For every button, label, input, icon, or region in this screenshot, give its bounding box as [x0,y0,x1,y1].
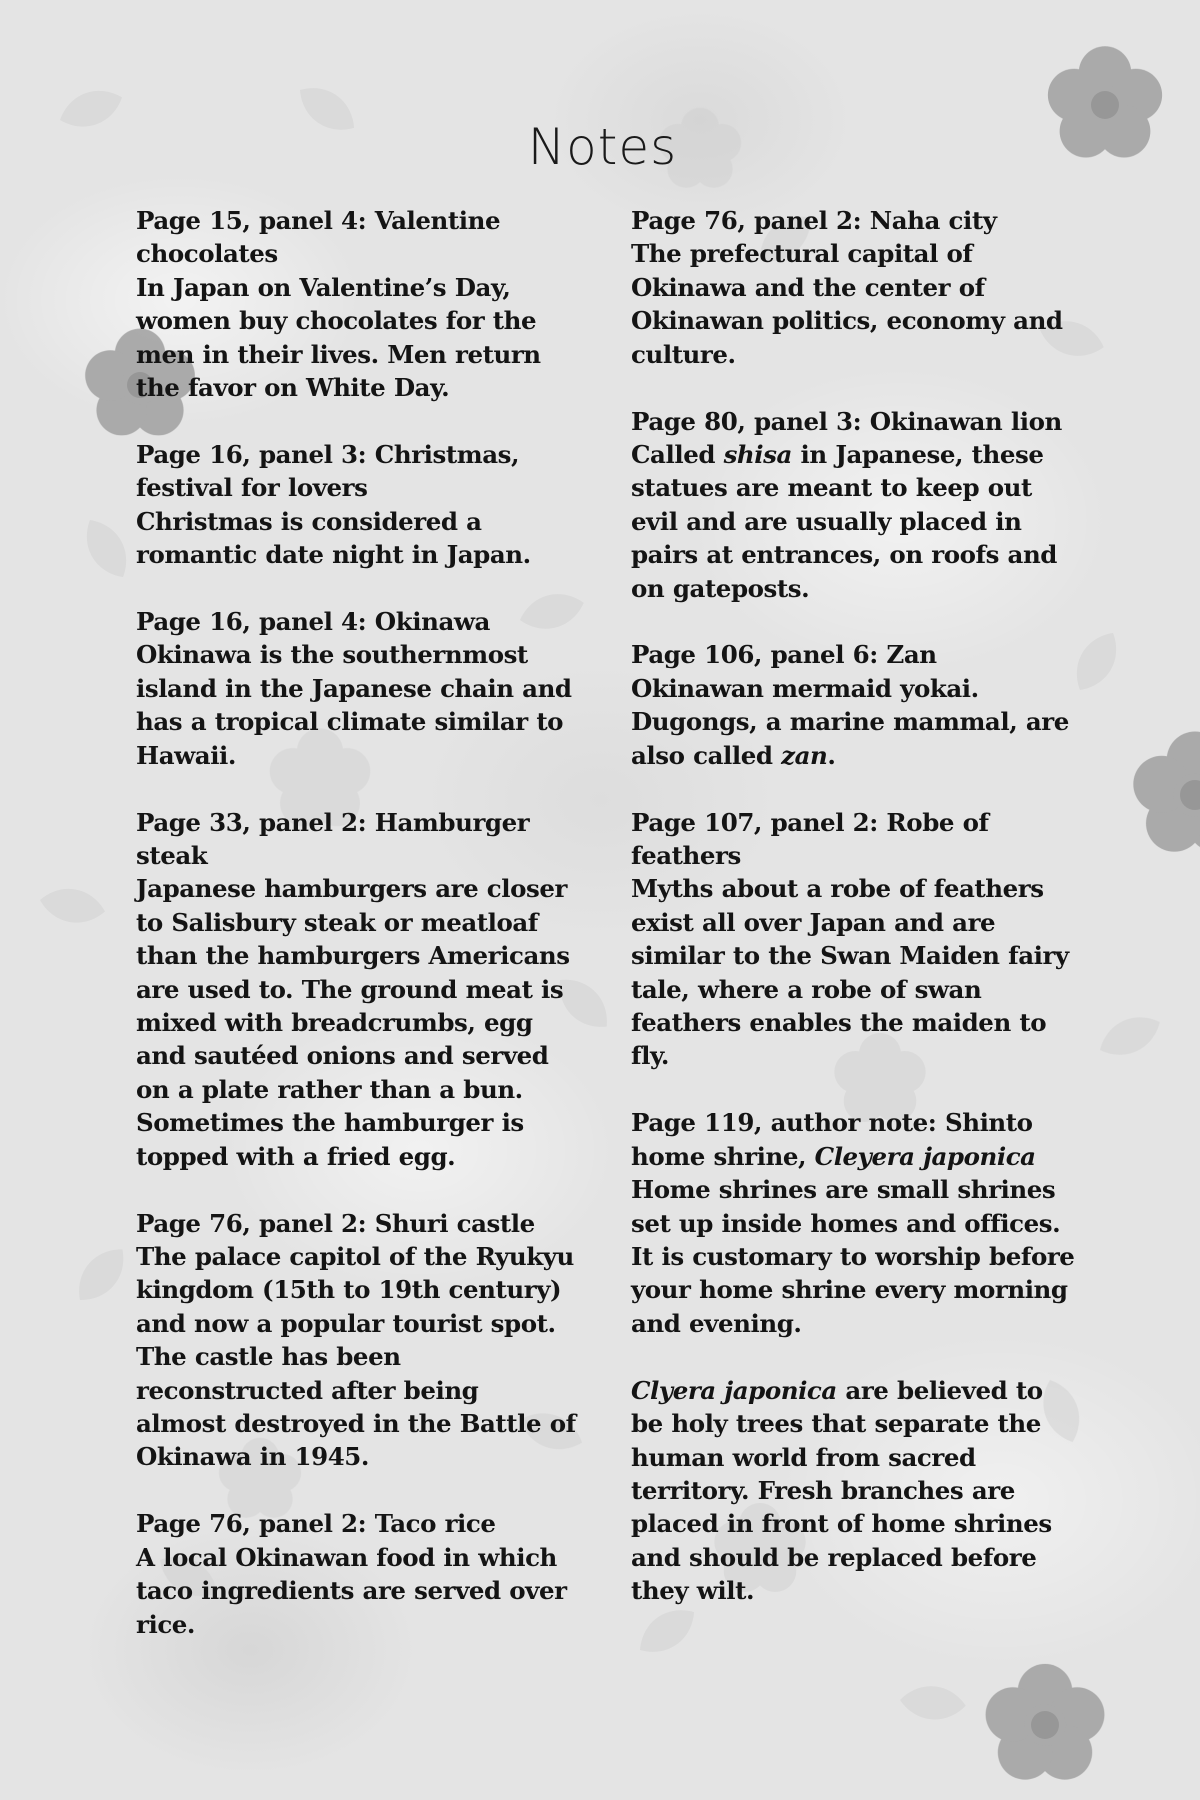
note-body: The prefectural capital of Okinawa and the center of Okinawan politics, economy and culture. [631,239,1063,369]
note-heading: Page 107, panel 2: Robe of feathers [631,807,989,870]
note-body: Christmas is considered a romantic date night in Japan. [136,506,531,570]
note-body [631,1374,1081,1608]
note-body: In Japan on Valentine’s Day, women buy chocolates for the men in their lives. Men return the favor on White Day. [136,272,541,403]
note-body: Myths about a robe of feathers exist all over Japan and are similar to the Swan Maiden fairy tale, where a robe of swan feathers enables the maiden to fly. [631,874,1069,1071]
note-text: are believed to be holy trees that separate the human world from sacred territory. Fresh branches are placed in front of home shrines and should be replaced before they wilt. [631,1375,1052,1606]
note-text: Page 119, author note: Shinto home shrine, [631,1108,1033,1171]
note-christmas [136,438,576,572]
page-title: Notes [527,118,678,176]
note-heading: Page 16, panel 3: Christmas, festival for lovers [136,439,520,503]
note-naha-city [631,204,1081,371]
note-heading: Page 80, panel 3: Okinawan lion [631,406,1062,436]
note-heading: Page 16, panel 4: Okinawa [136,607,490,637]
italic-term: Clyera japonica [631,1375,837,1405]
note-shinto-home-shrine [631,1106,1081,1340]
note-heading: Page 76, panel 2: Shuri castle [136,1208,535,1238]
note-heading: Page 33, panel 2: Hamburger steak [136,807,530,870]
note-okinawa [136,605,576,772]
note-body [631,672,1081,772]
note-taco-rice [136,1507,576,1641]
note-heading [631,1106,1081,1173]
italic-term: Cleyera japonica [814,1141,1036,1171]
notes-left-column [136,204,576,1674]
note-heading: Page 15, panel 4: Valentine chocolates [136,206,501,269]
note-body: Japanese hamburgers are closer to Salisbury steak or meatloaf than the hamburgers Americans are used to. The ground meat is mixed with breadcrumbs, egg and sautéed onions and served on a plate rather than a bun. Sometimes the hamburger is topped with a fried egg. [136,874,570,1171]
note-hamburger-steak [136,806,576,1173]
note-text: Okinawan mermaid yokai. Dugongs, a marine mammal, are also called [631,673,1069,770]
notes-right-column [631,204,1081,1641]
italic-term: zan [781,740,828,770]
note-text: . [827,740,836,770]
note-text: in Japanese, these statues are meant to keep out evil and are usually placed in pairs at entrances, on roofs and on gateposts. [631,439,1057,603]
note-body: Okinawa is the southernmost island in the Japanese chain and has a tropical climate similar to Hawaii. [136,640,572,770]
note-text: Called [631,439,724,469]
note-robe-of-feathers [631,806,1081,1073]
italic-term: shisa [723,439,792,469]
note-heading: Page 76, panel 2: Taco rice [136,1509,496,1539]
note-heading: Page 76, panel 2: Naha city [631,206,997,235]
note-valentine [136,204,576,404]
note-cleyera-japonica [631,1374,1081,1608]
note-okinawan-lion [631,405,1081,605]
note-body: A local Okinawan food in which taco ingredients are served over rice. [136,1542,567,1639]
note-body [631,438,1081,605]
note-shuri-castle [136,1207,576,1474]
note-zan [631,638,1081,772]
note-heading: Page 106, panel 6: Zan [631,640,937,670]
note-body: The palace capitol of the Ryukyu kingdom (15th to 19th century) and now a popular tourist spot. The castle has been reconstructed after being almost destroyed in the Battle of Okinawa in 1945. [136,1241,576,1472]
note-body: Home shrines are small shrines set up inside homes and offices. It is customary to worship before your home shrine every morning and evening. [631,1175,1075,1338]
